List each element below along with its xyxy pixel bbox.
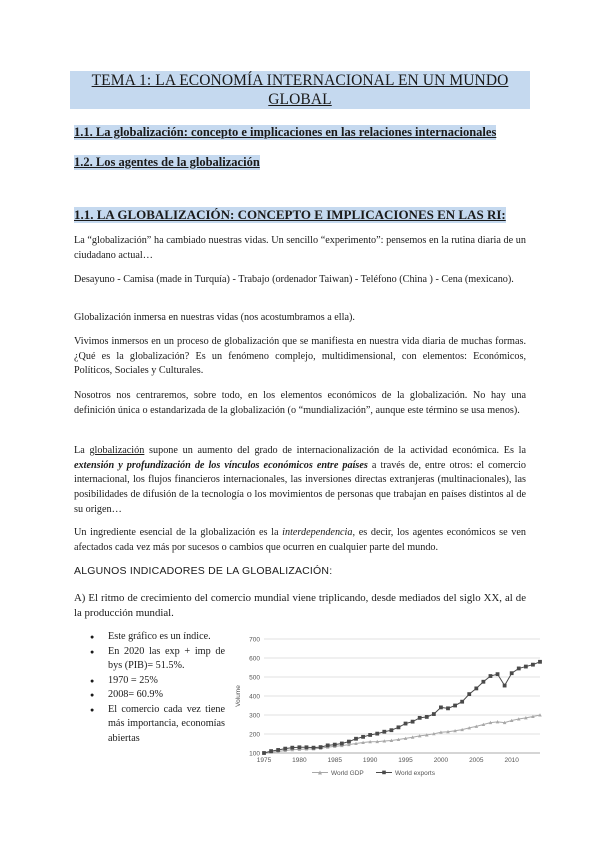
- data-point-world-exports: [453, 704, 457, 708]
- list-item: ● El comercio cada vez tiene más importancia, economías abiertas: [90, 703, 225, 747]
- data-point-world-exports: [361, 735, 365, 739]
- data-point-world-exports: [446, 706, 450, 710]
- indicators-heading: ALGUNOS INDICADORES DE LA GLOBALIZACIÓN:: [74, 565, 333, 577]
- y-tick-label: 500: [249, 674, 260, 682]
- data-point-world-exports: [467, 692, 471, 696]
- data-point-world-exports: [276, 748, 280, 752]
- data-point-world-exports: [517, 667, 521, 671]
- bullet-list: [90, 630, 225, 746]
- legend-label-world-exports: World exports: [395, 770, 435, 777]
- data-point-world-exports: [531, 663, 535, 667]
- data-point-world-exports: [496, 672, 500, 676]
- data-point-world-exports: [474, 687, 478, 691]
- y-tick-label: 300: [249, 712, 260, 720]
- data-point-world-exports: [510, 671, 514, 675]
- list-item: ● Este gráfico es un índice.: [90, 630, 225, 645]
- y-tick-label: 200: [249, 731, 260, 739]
- paragraph-interdependence: [74, 526, 526, 555]
- p7-italic-text: interdependencia: [282, 527, 353, 538]
- y-tick-label: 400: [249, 693, 260, 701]
- paragraph-definition: Vivimos inmersos en un proceso de globalización que se manifiesta en nuestra vida diaria de muchas formas. ¿Qué es la globalización? Es un fenómeno complejo, multidimensional, con elementos: Económicos, Políticos, Sociales y Culturales.: [74, 336, 526, 377]
- data-point-world-exports: [382, 730, 386, 734]
- data-point-world-exports: [524, 665, 528, 669]
- data-point-world-exports: [418, 716, 422, 720]
- data-point-world-exports: [489, 674, 493, 678]
- data-point-world-exports: [333, 743, 337, 747]
- data-point-world-exports: [411, 720, 415, 724]
- y-axis-label: Volume: [235, 685, 242, 707]
- data-point-world-exports: [397, 725, 401, 729]
- page-title: TEMA 1: LA ECONOMÍA INTERNACIONAL EN UN MUNDO GLOBAL: [70, 71, 530, 109]
- data-point-world-exports: [481, 680, 485, 684]
- paragraph-daily-example: Desayuno - Camisa (made in Turquía) - Trabajo (ordenador Taiwan) - Teléfono (China ) - Cena (mexicano).: [74, 274, 514, 285]
- list-item: ● 1970 = 25%: [90, 674, 225, 689]
- p6-bold-text: extensión y profundización de los vínculos económicos entre países: [74, 459, 368, 471]
- data-point-world-exports: [297, 745, 301, 749]
- data-point-world-exports: [439, 706, 443, 710]
- trade-vs-gdp-chart: [230, 633, 550, 783]
- list-item: ● 2008= 60.9%: [90, 688, 225, 703]
- y-tick-label: 600: [249, 655, 260, 663]
- p7-text-b: , es decir, los agentes económicos se ven afectados cada vez más por sucesos o cambios que ocurren en cualquier parte del mundo.: [74, 527, 527, 553]
- data-point-world-exports: [368, 733, 372, 737]
- legend-label-world-gdp: World GDP: [331, 770, 364, 777]
- y-tick-label: 700: [249, 636, 260, 644]
- data-point-world-exports: [425, 715, 429, 719]
- list-item: ● En 2020 las exp + imp de bys (PIB)= 51.5%.: [90, 645, 225, 674]
- data-point-world-exports: [460, 700, 464, 704]
- paragraph-intro: La “globalización” ha cambiado nuestras vidas. Un sencillo “experimento”: pensemos en la rutina diaria de un ciudadano actual…: [74, 235, 526, 261]
- x-tick-label: 1980: [292, 757, 307, 764]
- data-point-world-exports: [340, 742, 344, 746]
- toc-item-2[interactable]: 1.2. Los agentes de la globalización: [74, 155, 260, 169]
- x-tick-label: 2010: [504, 757, 519, 764]
- x-tick-label: 1995: [398, 757, 413, 764]
- data-point-world-exports: [375, 732, 379, 736]
- data-point-world-exports: [319, 745, 323, 749]
- data-point-world-exports: [389, 728, 393, 732]
- p7-text-a: Un ingrediente esencial de la globalización es la: [74, 527, 283, 538]
- paragraph-globalization-concept: [74, 444, 526, 518]
- data-point-world-exports: [305, 745, 309, 749]
- data-point-world-exports: [283, 747, 287, 751]
- data-point-world-exports: [312, 746, 316, 750]
- p6-text-b: supone un aumento del grado de internacionalización de la actividad económica. Es la: [144, 445, 526, 456]
- data-point-world-exports: [269, 749, 273, 753]
- p6-text-c: a través de, entre otros: el comercio internacional, los flujos financieros internacionales, las inversiones directas extranjeras (multinacionales), las posibilidades de difusión de la tecnología o los movimientos de personas que trabajan en países distintos al de su origen…: [74, 459, 527, 515]
- data-point-world-exports: [404, 722, 408, 726]
- legend-marker-world-exports: [382, 771, 386, 775]
- data-point-world-exports: [503, 684, 507, 688]
- data-point-world-exports: [326, 744, 330, 748]
- x-tick-label: 1990: [362, 757, 378, 764]
- data-point-world-exports: [432, 712, 436, 716]
- data-point-world-exports: [354, 737, 358, 741]
- x-tick-label: 2005: [469, 757, 484, 764]
- data-point-world-exports: [290, 746, 294, 750]
- p6-text-a: La: [74, 445, 90, 456]
- data-point-world-exports: [347, 740, 351, 744]
- x-tick-label: 1985: [327, 757, 343, 764]
- section-heading: 1.1. LA GLOBALIZACIÓN: CONCEPTO E IMPLICACIONES EN LAS RI:: [74, 207, 506, 222]
- paragraph-immersion: Globalización inmersa en nuestras vidas (nos acostumbramos a ella).: [74, 312, 355, 323]
- data-point-world-exports: [538, 660, 542, 664]
- x-tick-label: 2000: [433, 757, 449, 764]
- data-point-world-exports: [262, 751, 266, 755]
- globalizacion-link[interactable]: globalización: [89, 445, 145, 456]
- x-tick-label: 1975: [256, 757, 272, 764]
- toc-item-1[interactable]: 1.1. La globalización: concepto e implicaciones en las relaciones internacionales: [74, 125, 497, 139]
- y-tick-label: 100: [249, 750, 260, 758]
- paragraph-trade-growth: A) El ritmo de crecimiento del comercio mundial viene triplicando, desde mediados del siglo XX, al de la producción mundial.: [74, 592, 526, 619]
- paragraph-economic-focus: Nosotros nos centraremos, sobre todo, en los elementos económicos de la globalización. No hay una definición única o estandarizada de la globalización (o “mundialización”, aunque este término se usa menos).: [74, 390, 526, 416]
